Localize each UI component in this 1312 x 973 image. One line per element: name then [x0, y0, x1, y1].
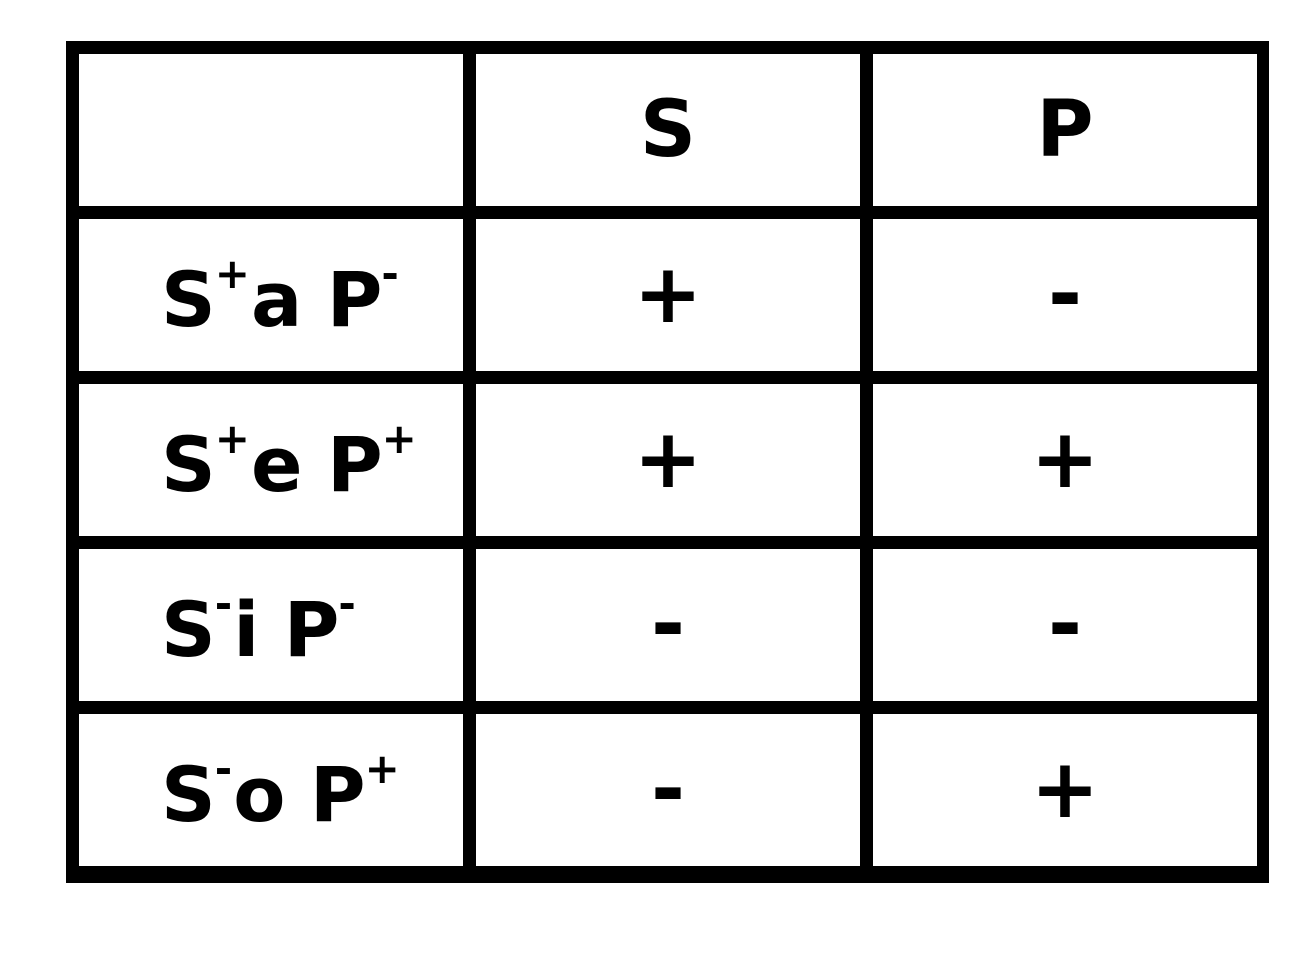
- proposition-sign-table: [66, 41, 1269, 883]
- cell-a-p: [873, 219, 1257, 371]
- cell-i-s: [476, 549, 860, 701]
- predicate-sign: +: [364, 743, 399, 793]
- subject-sign: -: [214, 578, 232, 628]
- vowel-letter: o: [233, 749, 285, 839]
- row-label-a: [161, 248, 400, 344]
- row-label-cell-e: [79, 384, 463, 536]
- sign-value: -: [1047, 577, 1083, 672]
- subject-letter: S: [161, 419, 215, 509]
- predicate-letter: P: [309, 749, 365, 839]
- cell-i-p: [873, 549, 1257, 701]
- subject-sign: +: [214, 248, 249, 298]
- row-label-cell-o: [79, 714, 463, 866]
- sign-value: +: [633, 247, 703, 342]
- predicate-letter: P: [283, 584, 339, 674]
- predicate-letter: P: [326, 254, 382, 344]
- cell-o-p: [873, 714, 1257, 866]
- row-label-o: [161, 743, 401, 839]
- predicate-sign: -: [381, 248, 398, 298]
- cell-e-p: [873, 384, 1257, 536]
- row-label-e: [161, 413, 418, 509]
- subject-letter: S: [161, 584, 215, 674]
- header-cell-p: [873, 54, 1257, 206]
- header-p-label: P: [1036, 85, 1094, 175]
- sign-value: -: [1047, 247, 1083, 342]
- sign-value: +: [633, 412, 703, 507]
- row-label-cell-i: [79, 549, 463, 701]
- subject-sign: -: [214, 743, 232, 793]
- row-label-i: [161, 578, 357, 674]
- header-cell-s: [476, 54, 860, 206]
- vowel-letter: a: [250, 254, 302, 344]
- predicate-sign: -: [338, 578, 355, 628]
- header-s-label: S: [639, 85, 697, 175]
- sign-value: -: [650, 742, 686, 837]
- header-corner-cell: [79, 54, 463, 206]
- predicate-letter: P: [326, 419, 382, 509]
- cell-e-s: [476, 384, 860, 536]
- cell-a-s: [476, 219, 860, 371]
- vowel-letter: i: [233, 584, 259, 674]
- sign-value: -: [650, 577, 686, 672]
- subject-letter: S: [161, 749, 215, 839]
- sign-value: +: [1030, 412, 1100, 507]
- predicate-sign: +: [381, 413, 416, 463]
- subject-letter: S: [161, 254, 215, 344]
- subject-sign: +: [214, 413, 249, 463]
- cell-o-s: [476, 714, 860, 866]
- sign-value: +: [1030, 742, 1100, 837]
- vowel-letter: e: [250, 419, 302, 509]
- row-label-cell-a: [79, 219, 463, 371]
